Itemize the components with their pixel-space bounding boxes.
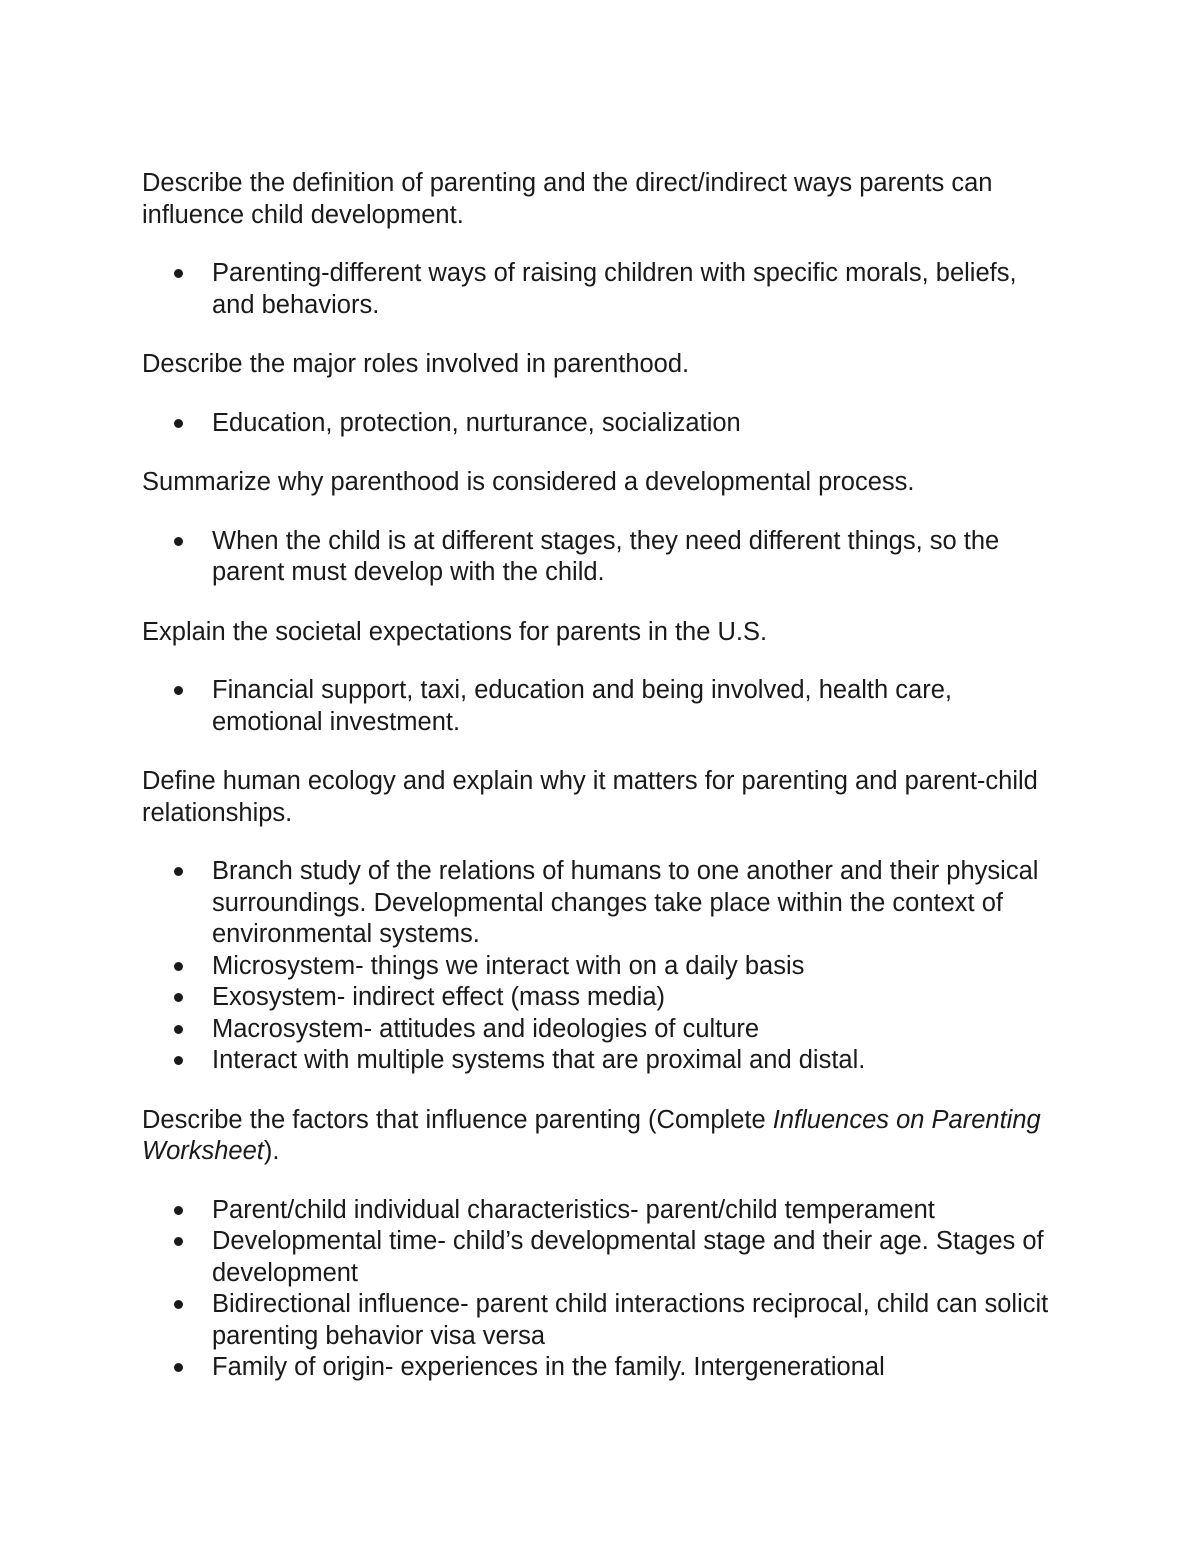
bullet-icon [174, 993, 183, 1002]
question-parenting-definition: Describe the definition of parenting and the direct/indirect ways parents can influence child development. [142, 169, 993, 229]
list-item [142, 1045, 1072, 1077]
question-parenthood-roles: Describe the major roles involved in parenthood. [142, 350, 690, 378]
answer-text: Developmental time- child’s developmental stage and their age. Stages of development [212, 1227, 1044, 1287]
bullet-icon [174, 1237, 183, 1246]
answer-text: Bidirectional influence- parent child interactions reciprocal, child can solicit parenting behavior visa versa [212, 1290, 1049, 1350]
bullet-icon [174, 867, 183, 876]
question-developmental-process: Summarize why parenthood is considered a developmental process. [142, 468, 915, 496]
bullet-icon [174, 1056, 183, 1065]
bullet-icon [174, 537, 183, 546]
list-item [142, 675, 1072, 738]
question-parenting-factors [142, 1105, 1072, 1168]
answer-text: Exosystem- indirect effect (mass media) [212, 983, 665, 1011]
bullet-icon [174, 686, 183, 695]
answer-text: Education, protection, nurturance, socialization [212, 408, 741, 437]
document-page [142, 168, 1072, 1412]
answer-text: Branch study of the relations of humans to one another and their physical surroundings. Developmental changes take place within the context of environmental systems. [212, 857, 1039, 948]
question-human-ecology: Define human ecology and explain why it matters for parenting and parent-child relationships. [142, 767, 1038, 827]
answer-list [142, 526, 1072, 589]
list-item [142, 526, 1072, 589]
worksheet-title: Influences on Parenting Worksheet [142, 1105, 1041, 1165]
bullet-icon [174, 1206, 183, 1215]
list-item [142, 951, 1072, 983]
list-item [142, 1014, 1072, 1046]
answer-list [142, 258, 1072, 321]
bullet-icon [174, 1025, 183, 1034]
answer-text: Interact with multiple systems that are proximal and distal. [212, 1046, 866, 1074]
answer-text: Family of origin- experiences in the family. Intergenerational [212, 1353, 885, 1381]
question-text: Describe the factors that influence parenting (Complete [142, 1105, 773, 1134]
answer-text: When the child is at different stages, they need different things, so the parent must develop with the child. [212, 526, 1000, 586]
list-item [142, 856, 1072, 951]
answer-text: Macrosystem- attitudes and ideologies of culture [212, 1014, 760, 1043]
answer-text: Financial support, taxi, education and being involved, health care, emotional investment. [212, 676, 952, 736]
list-item [142, 258, 1072, 321]
answer-text: Parent/child individual characteristics- parent/child temperament [212, 1195, 935, 1224]
answer-list [142, 675, 1072, 738]
list-item [142, 1352, 1072, 1384]
question-societal-expectations: Explain the societal expectations for parents in the U.S. [142, 617, 768, 646]
bullet-icon [174, 1363, 183, 1372]
answer-list [142, 1195, 1072, 1384]
list-item [142, 1289, 1072, 1352]
question-text-end: ). [263, 1137, 280, 1165]
list-item [142, 1195, 1072, 1227]
list-item [142, 982, 1072, 1014]
bullet-icon [174, 269, 183, 278]
answer-list [142, 408, 1072, 440]
bullet-icon [174, 962, 183, 971]
answer-text: Microsystem- things we interact with on a daily basis [212, 951, 805, 980]
list-item [142, 1226, 1072, 1289]
bullet-icon [174, 419, 183, 428]
answer-list [142, 856, 1072, 1077]
bullet-icon [174, 1300, 183, 1309]
answer-text: Parenting-different ways of raising children with specific morals, beliefs, and behaviors. [212, 259, 1017, 319]
list-item [142, 408, 1072, 440]
